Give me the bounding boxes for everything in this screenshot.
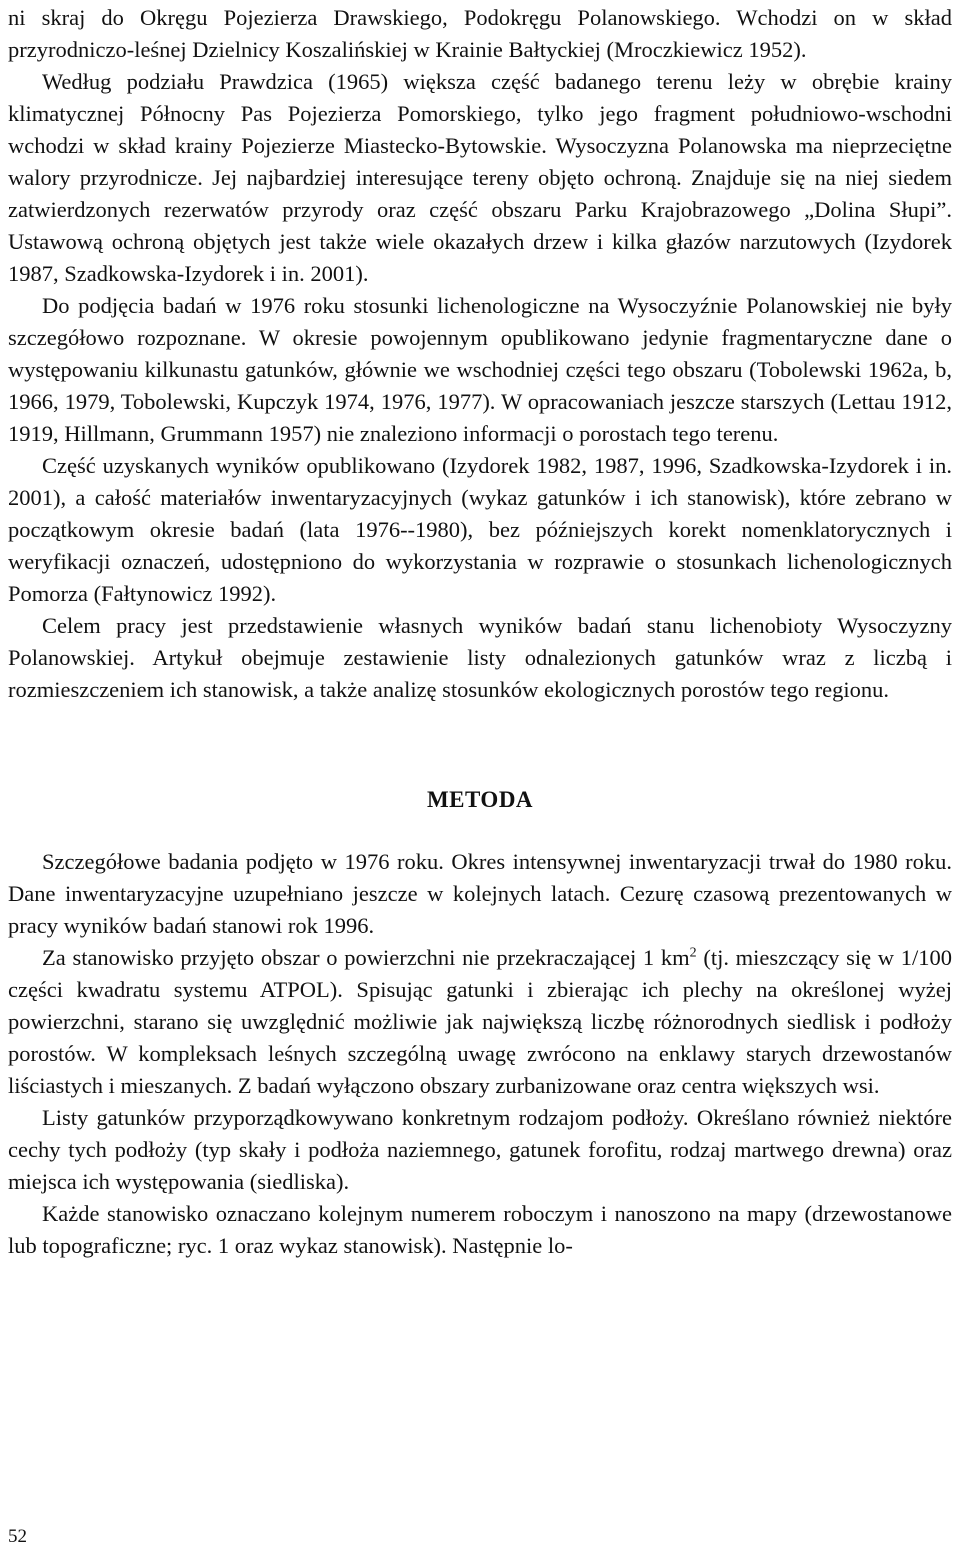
method-paragraph-2 <box>8 942 952 1102</box>
method-paragraph-1: Szczegółowe badania podjęto w 1976 roku. Okres intensywnej inwentaryzacji trwał do 1980 roku. Dane inwentaryzacyjne uzupełniano jeszcze w kolejnych latach. Cezurę czasową prezentowanych w pracy wyników badań stanowi rok 1996. <box>8 849 952 938</box>
method-paragraph-2-text-b: (tj. mieszczący się w 1/100 części kwadratu systemu ATPOL). Spisując gatunki i zbierając ich plechy na określonej wyżej powierzchni, starano się uwzględnić możliwie jak największą liczbę różnorodnych siedlisk i podłoży porostów. W kompleksach leśnych szczególną uwagę zwrócono na enklawy starych drzewostanów liściastych i mieszanych. Z badań wyłączono obszary zurbanizowane oraz centra większych wsi. <box>8 945 952 1098</box>
intro-paragraph-4: Część uzyskanych wyników opublikowano (Izydorek 1982, 1987, 1996, Szadkowska-Izydorek i in. 2001), a całość materiałów inwentaryzacyjnych (wykaz gatunków i ich stanowisk), które zebrano w początkowym okresie badań (lata 1976--1980), bez późniejszych korekt nomenklatorycznych i weryfikacji oznaczeń, udostępniono do wykorzystania w rozprawie o stosunkach lichenologicznych Pomorza (Fałtynowicz 1992). <box>8 453 952 606</box>
method-paragraph-2-text-a: Za stanowisko przyjęto obszar o powierzchni nie przekraczającej 1 km <box>42 945 690 970</box>
section-heading: METODA <box>426 787 534 812</box>
superscript-exponent: 2 <box>689 945 697 961</box>
intro-paragraph-1: ni skraj do Okręgu Pojezierza Drawskiego, Podokręgu Polanowskiego. Wchodzi on w skład przyrodniczo-leśnej Dzielnicy Koszalińskiej w Krainie Bałtyckiej (Mroczkiewicz 1952). <box>8 5 952 62</box>
method-paragraph-3: Listy gatunków przyporządkowywano konkretnym rodzajom podłoży. Określano również niektóre cechy tych podłoży (typ skały i podłoża naziemnego, gatunek forofitu, rodzaj martwego drewna) oraz miejsca ich występowania (siedliska). <box>8 1105 952 1194</box>
intro-paragraph-3: Do podjęcia badań w 1976 roku stosunki lichenologiczne na Wysoczyźnie Polanowskiej nie były szczegółowo rozpoznane. W okresie powojennym opublikowano jedynie fragmentaryczne dane o występowaniu kilkunastu gatunków, głównie we wschodniej części tego obszaru (Tobolewski 1962a, b, 1966, 1979, Tobolewski, Kupczyk 1974, 1976, 1977). W opracowaniach jeszcze starszych (Lettau 1912, 1919, Hillmann, Grummann 1957) nie znaleziono informacji o porostach tego terenu. <box>8 293 952 446</box>
intro-paragraph-5: Celem pracy jest przedstawienie własnych wyników badań stanu lichenobioty Wysoczyzny Polanowskiej. Artykuł obejmuje zestawienie listy odnalezionych gatunków wraz z liczbą i rozmieszczeniem ich stanowisk, a także analizę stosunków ekologicznych porostów tego regionu. <box>8 613 952 702</box>
method-paragraph-4: Każde stanowisko oznaczano kolejnym numerem roboczym i nanoszono na mapy (drzewostanowe lub topograficzne; ryc. 1 oraz wykaz stanowisk). Następnie lo- <box>8 1201 952 1258</box>
intro-paragraph-2: Według podziału Prawdzica (1965) większa część badanego terenu leży w obrębie krainy klimatycznej Północny Pas Pojezierza Pomorskiego, tylko jego fragment południowo-wschodni wchodzi w skład krainy Pojezierze Miastecko-Bytowskie. Wysoczyzna Polanowska ma nieprzeciętne walory przyrodnicze. Jej najbardziej interesujące tereny objęto ochroną. Znajduje się na niej siedem zatwierdzonych rezerwatów przyrody oraz część obszaru Parku Krajobrazowego „Dolina Słupi”. Ustawową ochroną objętych jest także wiele okazałych drzew i kilka głazów narzutowych (Izydorek 1987, Szadkowska-Izydorek i in. 2001). <box>8 69 952 286</box>
page-number: 52 <box>8 1526 27 1547</box>
document-page <box>8 2 952 1262</box>
